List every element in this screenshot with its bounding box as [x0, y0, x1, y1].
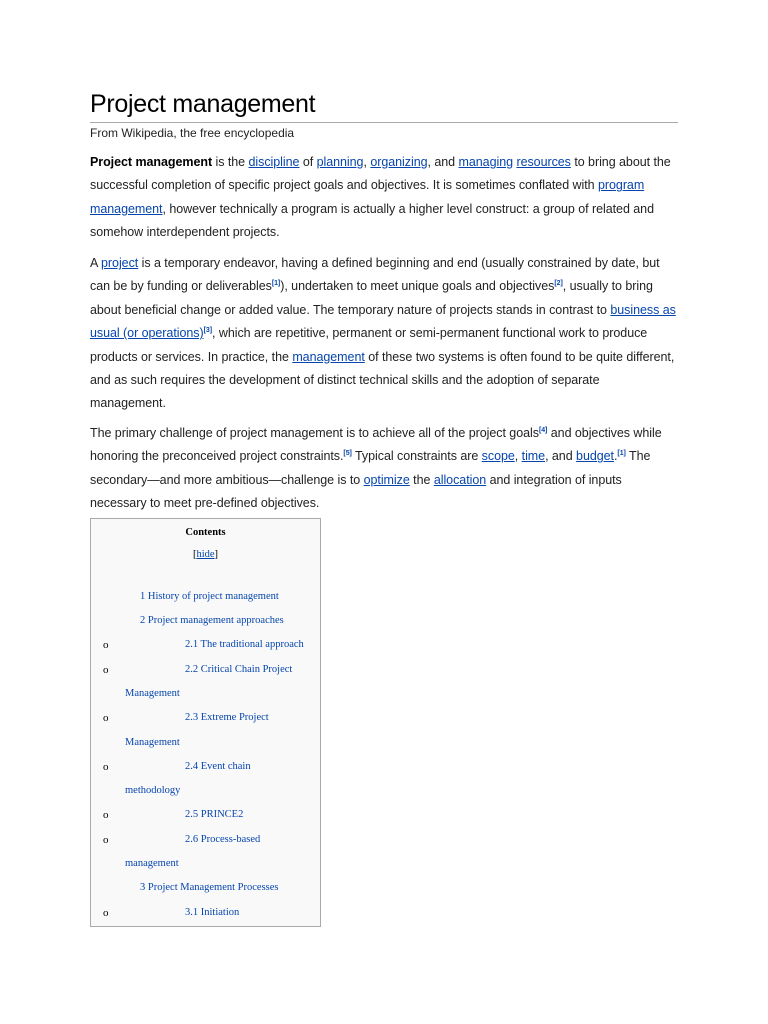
toc-item-processes[interactable]: 3 Project Management Processes	[140, 882, 279, 893]
intro-paragraph-3	[90, 422, 678, 516]
reference-5	[343, 450, 351, 457]
toc-item-extreme[interactable]: 2.3 Extreme Project	[185, 712, 269, 723]
intro-paragraph-2	[90, 252, 678, 416]
text-run: , and	[427, 155, 459, 169]
text-run: ,	[363, 155, 371, 169]
toc-item-traditional[interactable]: 2.1 The traditional approach	[185, 639, 304, 650]
bullet-icon: o	[103, 639, 109, 651]
link-managing[interactable]: managing	[458, 155, 514, 169]
site-tagline: From Wikipedia, the free encyclopedia	[90, 126, 295, 140]
bold-term: Project management	[90, 155, 213, 169]
toc-item-process-based-cont[interactable]: management	[125, 858, 179, 869]
bullet-icon: o	[103, 834, 109, 846]
reference-2	[554, 280, 562, 287]
text-run: The secondary—and more ambitious—challenge is to	[90, 449, 651, 487]
bullet-icon: o	[103, 761, 109, 773]
intro-paragraph-1	[90, 151, 678, 245]
text-run: A	[90, 256, 102, 270]
text-run: to bring about the successful completion of specific project goals and objectives. It is sometimes conflated with	[90, 155, 671, 193]
link-discipline[interactable]: discipline	[248, 155, 300, 169]
text-run: , usually to bring about beneficial change or added value. The temporary nature of projects stands in contrast to	[90, 279, 653, 317]
bracket: [	[192, 549, 197, 560]
bullet-icon: o	[103, 907, 109, 919]
table-of-contents	[90, 518, 321, 927]
reference-link-1[interactable]: [1]	[271, 280, 281, 288]
text-run: , however technically a program is actually a higher level construct: a group of related and somehow interdependent projects.	[90, 201, 654, 240]
toc-item-approaches[interactable]: 2 Project management approaches	[140, 615, 284, 626]
text-run: Typical constraints are	[351, 449, 482, 464]
link-scope[interactable]: scope	[481, 449, 515, 464]
reference-3	[204, 327, 212, 334]
link-optimize[interactable]: optimize	[363, 472, 410, 487]
bullet-icon: o	[103, 712, 109, 724]
reference-1	[272, 280, 280, 287]
link-resources[interactable]: resources	[516, 155, 571, 169]
reference-link-2[interactable]: [2]	[554, 280, 563, 288]
toc-title: Contents	[185, 527, 226, 538]
toc-item-prince2[interactable]: 2.5 PRINCE2	[185, 809, 244, 820]
text-run: ), undertaken to meet unique goals and objectives	[280, 279, 555, 294]
reference-link-5[interactable]: [5]	[343, 450, 352, 458]
toc-item-extreme-cont[interactable]: Management	[125, 737, 180, 748]
toc-hide-link[interactable]: hide	[196, 549, 215, 560]
toc-hide-toggle	[91, 549, 320, 560]
text-run: ,	[514, 449, 522, 464]
text-run: is the	[212, 155, 249, 169]
link-allocation[interactable]: allocation	[433, 472, 487, 487]
bracket: ]	[214, 549, 219, 560]
toc-item-initiation[interactable]: 3.1 Initiation	[185, 907, 240, 918]
toc-item-critical-chain-cont[interactable]: Management	[125, 688, 180, 699]
link-organizing[interactable]: organizing	[370, 155, 428, 169]
text-run: of	[299, 155, 317, 169]
link-program-management[interactable]: program management	[90, 178, 645, 216]
link-management[interactable]: management	[292, 349, 365, 364]
link-project[interactable]: project	[101, 256, 139, 270]
link-budget[interactable]: budget	[576, 449, 614, 464]
text-run: , and	[545, 449, 577, 464]
text-run: of these two systems is often found to be quite different, and as such requires the development of distinct technical skills and the adoption of separate management.	[90, 349, 675, 411]
reference-link-3[interactable]: [3]	[203, 327, 212, 335]
toc-item-critical-chain[interactable]: 2.2 Critical Chain Project	[185, 664, 293, 675]
toc-item-history[interactable]: 1 History of project management	[140, 591, 279, 602]
text-run: and integration of inputs necessary to meet pre-defined objectives.	[90, 472, 622, 511]
reference-link-4[interactable]: [4]	[538, 427, 548, 434]
text-run: is a temporary endeavor, having a defined beginning and end (usually constrained by date, but can be by funding or deliverables	[90, 256, 660, 294]
reference-1b	[617, 450, 625, 457]
toc-item-event-chain[interactable]: 2.4 Event chain	[185, 761, 251, 772]
link-time[interactable]: time	[521, 449, 546, 464]
toc-item-event-chain-cont[interactable]: methodology	[125, 785, 181, 796]
page-title: Project management	[90, 90, 678, 123]
text-run: the	[409, 472, 434, 487]
text-run: and objectives while honoring the preconceived project constraints.	[90, 426, 662, 464]
text-run: The primary challenge of project management is to achieve all of the project goals	[90, 426, 539, 440]
text-run: .	[613, 449, 618, 464]
text-run: , which are repetitive, permanent or semi-permanent functional work to produce products or services. In practice, the	[90, 326, 648, 364]
toc-item-process-based[interactable]: 2.6 Process-based	[185, 834, 261, 845]
link-business-as-usual[interactable]: business as usual (or operations)	[90, 302, 676, 341]
link-planning[interactable]: planning	[316, 155, 364, 169]
reference-link-1b[interactable]: [1]	[617, 450, 626, 458]
bullet-icon: o	[103, 809, 109, 821]
bullet-icon: o	[103, 664, 109, 676]
